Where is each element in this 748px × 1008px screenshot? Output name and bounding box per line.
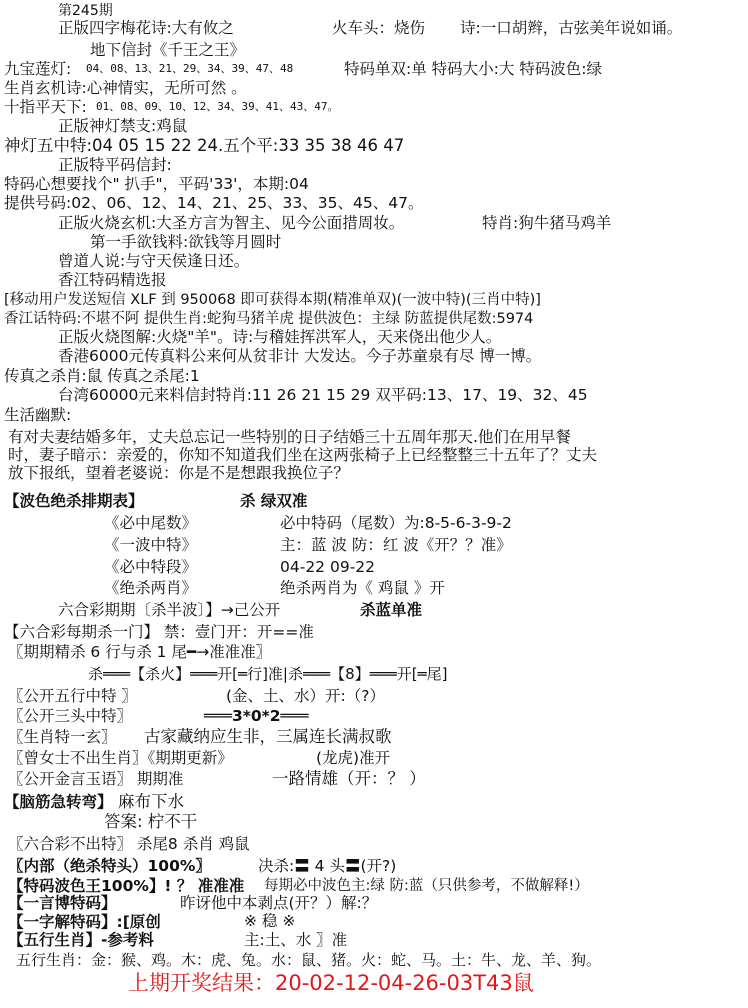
- naojin-question: 麻布下水: [118, 792, 184, 811]
- bowang-value: 每期必中波色主:绿 防:蓝（只供参考，不做解释!）: [264, 878, 589, 894]
- bizhong-value-4: 绝杀两肖为《 鸡鼠 》开: [280, 579, 445, 597]
- issue-number: 第245期: [58, 3, 113, 19]
- gongkai-label-5: 〖公开金言玉语〗 期期准: [8, 770, 184, 788]
- yizi-value: ※ 稳 ※: [244, 912, 296, 930]
- wuxing-value: 主:土、水 〗准: [244, 931, 348, 949]
- xianggang-line: 香港6000元传真料公来何从贫非计 大发达。今子苏童泉有尽 博一博。: [58, 347, 542, 365]
- xiangjiang-title: 香江特码精选报: [58, 271, 167, 289]
- gongkai-label-1: 〖公开五行中特 〗: [8, 687, 137, 705]
- buchu-line: 〖六合彩不出特〗 杀尾8 杀肖 鸡鼠: [8, 835, 250, 853]
- huoshao-shengxiao: 特肖:狗牛猪马鸡羊: [482, 214, 612, 232]
- humor-line-3: 放下报纸，望着老婆说：你是不是想跟我换位子？: [8, 464, 350, 482]
- shizhi-numbers: 01、08、09、10、12、34、39、41、43、47。: [96, 100, 339, 113]
- bizhong-value-3: 04-22 09-22: [280, 558, 376, 576]
- taiwan-line: 台湾60000元来料信封特肖:11 26 21 15 29 双平码:13、17、19、32、45: [58, 386, 588, 404]
- jinshu-line: 正版神灯禁支:鸡鼠: [58, 117, 188, 135]
- bowang-label: 【特码波色王100%】! ？ 准准准: [8, 877, 245, 895]
- bose-value: 杀 绿双准: [240, 492, 308, 510]
- naojin-answer: 答案: 柠不干: [104, 812, 198, 831]
- bizhong-label-4: 《绝杀两肖》: [104, 579, 198, 597]
- yiyan-label: 【一言博特码】: [8, 894, 117, 912]
- liuhe-ban-label: 六合彩期期〔杀半波〕】→己公开: [58, 601, 281, 619]
- shizhi-label: 十指平天下:: [4, 98, 87, 116]
- humor-line-1: 有对夫妻结婚多年，丈夫总忘记一些特别的日子结婚三十五周年那天.他们在用早餐: [8, 428, 571, 446]
- shendeng-line: 神灯五中特:04 05 15 22 24.五个平:33 35 38 46 47: [4, 136, 405, 155]
- yizi-label: 【一字解特码】:[原创: [8, 913, 161, 931]
- gongkai-value-4: (龙虎)准开: [316, 749, 391, 767]
- neibu-label: 〖内部（绝杀特头）100%〗: [8, 857, 211, 875]
- bizhong-label-3: 《必中特段》: [104, 558, 198, 576]
- jiubao-label: 九宝莲灯:: [4, 60, 72, 78]
- tepingma-line: 正版特平码信封:: [58, 156, 172, 174]
- bose-label: 【波色绝杀排期表】: [4, 492, 144, 510]
- last-result: 上期开奖结果：20-02-12-04-26-03T43鼠: [128, 971, 534, 995]
- neibu-value: 决杀:〓 4 头〓(开?): [258, 857, 397, 875]
- gongkai-label-3: 〖生肖特一玄〗: [8, 728, 117, 746]
- liuhe-men-line: 【六合彩每期杀一门】 禁：壹门开：开==准: [4, 623, 314, 641]
- humor-line-2: 时，妻子暗示：亲爱的，你知不知道我们坐在这两张椅子上已经整整三十五年了？丈夫: [8, 446, 598, 464]
- yiyan-value: 昨讶他中本剥点(开？）解:？: [180, 894, 378, 912]
- wuxing-shengxiao: 五行生肖：金：猴、鸡。木：虎、兔。水：鼠、猪。火：蛇、马。土：牛、龙、羊、狗。: [16, 951, 602, 969]
- xinxiang-line: 特码心想要找个" 扒手"，平码'33'，本期:04: [4, 175, 309, 193]
- qiqi-line: 〖期期精杀 6 行与杀 1 尾━→准准准〗: [8, 643, 272, 661]
- bizhong-value-1: 必中特码（尾数）为:8-5-6-3-9-2: [280, 514, 512, 532]
- naojin-label: 【脑筋急转弯】: [4, 793, 113, 811]
- xuanji-poem: 生肖玄机诗:心神情实，无所可然 。: [4, 79, 247, 97]
- bizhong-value-2: 主：蓝 波 防：红 波《开？？准》: [280, 536, 512, 554]
- bizhong-label-2: 《一波中特》: [104, 536, 198, 554]
- gongkai-label-4: 〖曾女士不出生肖〗《期期更新》: [8, 749, 233, 767]
- sha-line: 杀═══【杀火】═══开[═行]准|杀═══【8】═══开[═尾]: [88, 665, 448, 683]
- gongkai-value-3: 古家藏纳应生非，三属连长满叔歌: [144, 727, 392, 746]
- shoushou-line: 第一手欲钱料:欲钱等月圆时: [90, 233, 282, 251]
- gongkai-value-1: (金、土、水）开:（?）: [226, 687, 385, 705]
- huoshao-text: 正版火烧玄机:大圣方言为智主、见今公面措周妆。: [58, 214, 405, 232]
- xianghua-line: 香江话特码:不堪不阿 提供生肖:蛇狗马猪羊虎 提供波色：主绿 防蓝提供尾数:5974: [4, 311, 534, 327]
- gongkai-value-5: 一路情雄（开：？ ）: [272, 769, 426, 788]
- jiubao-numbers: 04、08、13、21、29、34、39、47、48: [86, 62, 294, 75]
- tujie-line: 正版火烧图解:火烧"羊"。诗:与稽娃挥洪军人，天来侥出他少人。: [58, 328, 502, 346]
- poem-title: 正版四字梅花诗:大有攸之: [58, 19, 234, 37]
- bizhong-label-1: 《必中尾数》: [104, 514, 198, 532]
- dixia-xinfeng: 地下信封《千王之王》: [90, 41, 246, 59]
- yidong-notice: [移动用户发送短信 XLF 到 950068 即可获得本期(精准单双)(一波中特)(三肖中特)]: [4, 292, 541, 308]
- cengdao-line: 曾道人说:与守天侯逢日还。: [58, 252, 250, 270]
- tigong-line: 提供号码:02、06、12、14、21、25、33、35、45、47。: [4, 194, 424, 212]
- poem-head: 火车头：烧伤: [332, 19, 426, 37]
- poem-text: 诗:一口胡辫，古弦美年说如诵。: [460, 19, 683, 37]
- wuxing-label: 【五行生肖】-参考料: [8, 931, 154, 949]
- chuanzhen-line: 传真之杀肖:鼠 传真之杀尾:1: [4, 367, 200, 385]
- gongkai-value-2: ═══3*0*2═══: [204, 707, 309, 725]
- liuhe-ban-value: 杀蓝单准: [360, 601, 423, 619]
- gongkai-label-2: 〖公开三头中特〗: [8, 707, 133, 725]
- humor-label: 生活幽默:: [4, 406, 72, 424]
- jiubao-tail: 特码单双:单 特码大小:大 特码波色:绿: [344, 60, 603, 78]
